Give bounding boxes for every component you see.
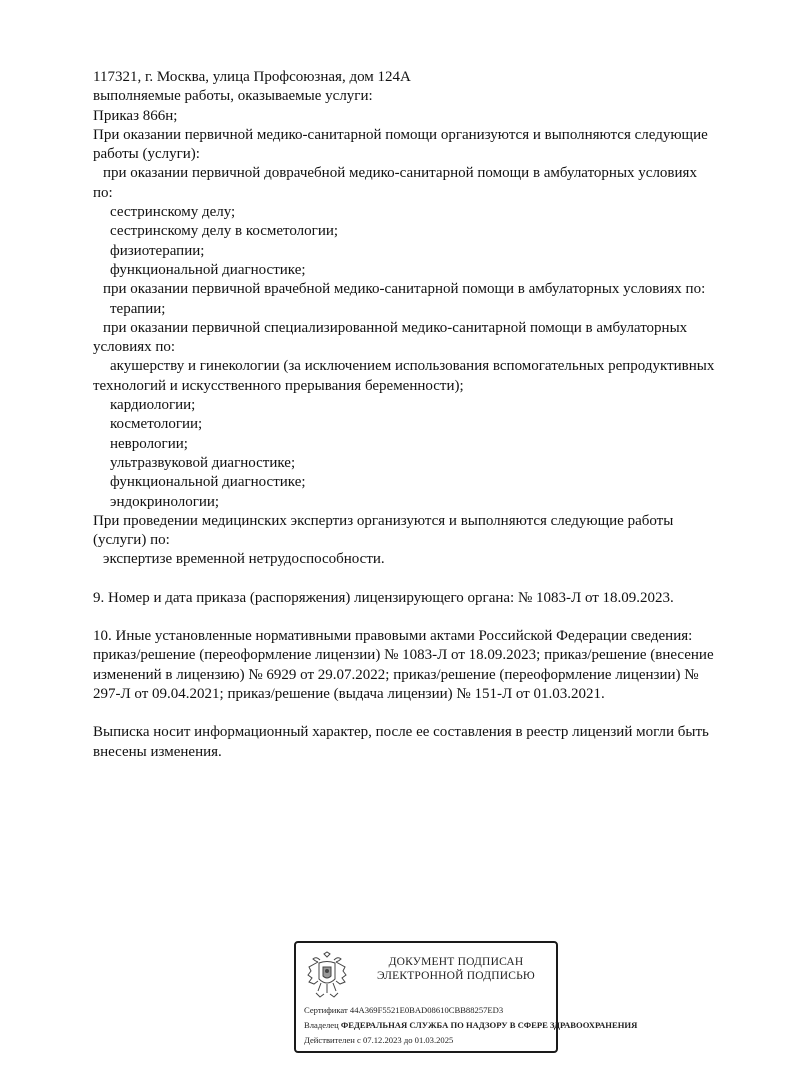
document-line: Выписка носит информационный характер, после ее составления в реестр лицензий могли быть	[93, 724, 709, 741]
document-line: акушерству и гинекологии (за исключением использования вспомогательных репродуктивных	[110, 358, 715, 375]
document-line: Приказ 866н;	[93, 107, 178, 124]
document-line: технологий и искусственного прерывания беременности);	[93, 377, 464, 394]
document-line: неврологии;	[110, 435, 188, 452]
document-line: изменений в лицензию) № 6929 от 29.07.2022; приказ/решение (переоформление лицензии) №	[93, 666, 699, 683]
paragraph-gap	[93, 570, 761, 589]
document-line: эндокринологии;	[110, 493, 220, 510]
paragraph-gap	[93, 608, 761, 627]
document-line: при оказании первичной доврачебной медико-санитарной помощи в амбулаторных условиях	[103, 165, 697, 182]
owner-row	[304, 1018, 638, 1033]
document-line: работы (услуги):	[93, 146, 200, 163]
owner-value: ФЕДЕРАЛЬНАЯ СЛУЖБА ПО НАДЗОРУ В СФЕРЕ ЗДРАВООХРАНЕНИЯ	[340, 1020, 638, 1030]
validity-row	[304, 1033, 604, 1048]
paragraph-gap	[93, 704, 761, 723]
document-line: При оказании первичной медико-санитарной помощи организуются и выполняются следующие	[93, 126, 708, 143]
certificate-label: Сертификат	[304, 1005, 348, 1015]
document-line: 9. Номер и дата приказа (распоряжения) лицензирующего органа: № 1083-Л от 18.09.2023.	[93, 589, 674, 606]
stamp-title-line-1: ДОКУМЕНТ ПОДПИСАН	[388, 956, 524, 968]
document-line: косметологии;	[110, 416, 203, 433]
document-line: выполняемые работы, оказываемые услуги:	[93, 88, 373, 105]
document-line: ультразвуковой диагностике;	[110, 454, 296, 471]
document-line: кардиологии;	[110, 397, 196, 414]
document-line: сестринскому делу в косметологии;	[110, 223, 339, 240]
document-line: сестринскому делу;	[110, 204, 236, 221]
document-line: при оказании первичной врачебной медико-санитарной помощи в амбулаторных условиях по:	[103, 281, 706, 298]
coat-of-arms-icon	[306, 951, 348, 999]
document-line: При проведении медицинских экспертиз организуются и выполняются следующие работы	[93, 512, 674, 529]
electronic-signature-stamp	[294, 941, 638, 1053]
document-line: (услуги) по:	[93, 532, 170, 549]
document-line: физиотерапии;	[110, 242, 205, 259]
certificate-row	[304, 1003, 604, 1018]
validity-value: с 07.12.2023 до 01.03.2025	[357, 1035, 454, 1045]
validity-label: Действителен	[304, 1035, 355, 1045]
document-line: 297-Л от 09.04.2021; приказ/решение (выдача лицензии) № 151-Л от 01.03.2021.	[93, 685, 605, 702]
document-line: по:	[93, 184, 113, 201]
stamp-title	[358, 955, 554, 983]
document-line: внесены изменения.	[93, 743, 222, 760]
document-line: терапии;	[110, 300, 166, 317]
certificate-value: 44A369F5521E0BAD08610CBB88257ED3	[349, 1005, 504, 1015]
document-line: приказ/решение (переоформление лицензии) № 1083-Л от 18.09.2023; приказ/решение (внесение	[93, 647, 714, 664]
document-body	[93, 68, 761, 762]
document-line: 117321, г. Москва, улица Профсоюзная, дом 124А	[93, 69, 411, 85]
stamp-details	[304, 1003, 638, 1048]
document-line: условиях по:	[93, 339, 176, 356]
document-line: 10. Иные установленные нормативными правовыми актами Российской Федерации сведения:	[93, 628, 693, 645]
document-line: при оказании первичной специализированной медико-санитарной помощи в амбулаторных	[103, 319, 688, 336]
stamp-title-line-2: ЭЛЕКТРОННОЙ ПОДПИСЬЮ	[377, 970, 535, 982]
document-line: функциональной диагностике;	[110, 261, 306, 278]
document-line: экспертизе временной нетрудоспособности.	[103, 551, 385, 568]
document-line: функциональной диагностике;	[110, 474, 306, 491]
owner-label: Владелец	[304, 1020, 339, 1030]
